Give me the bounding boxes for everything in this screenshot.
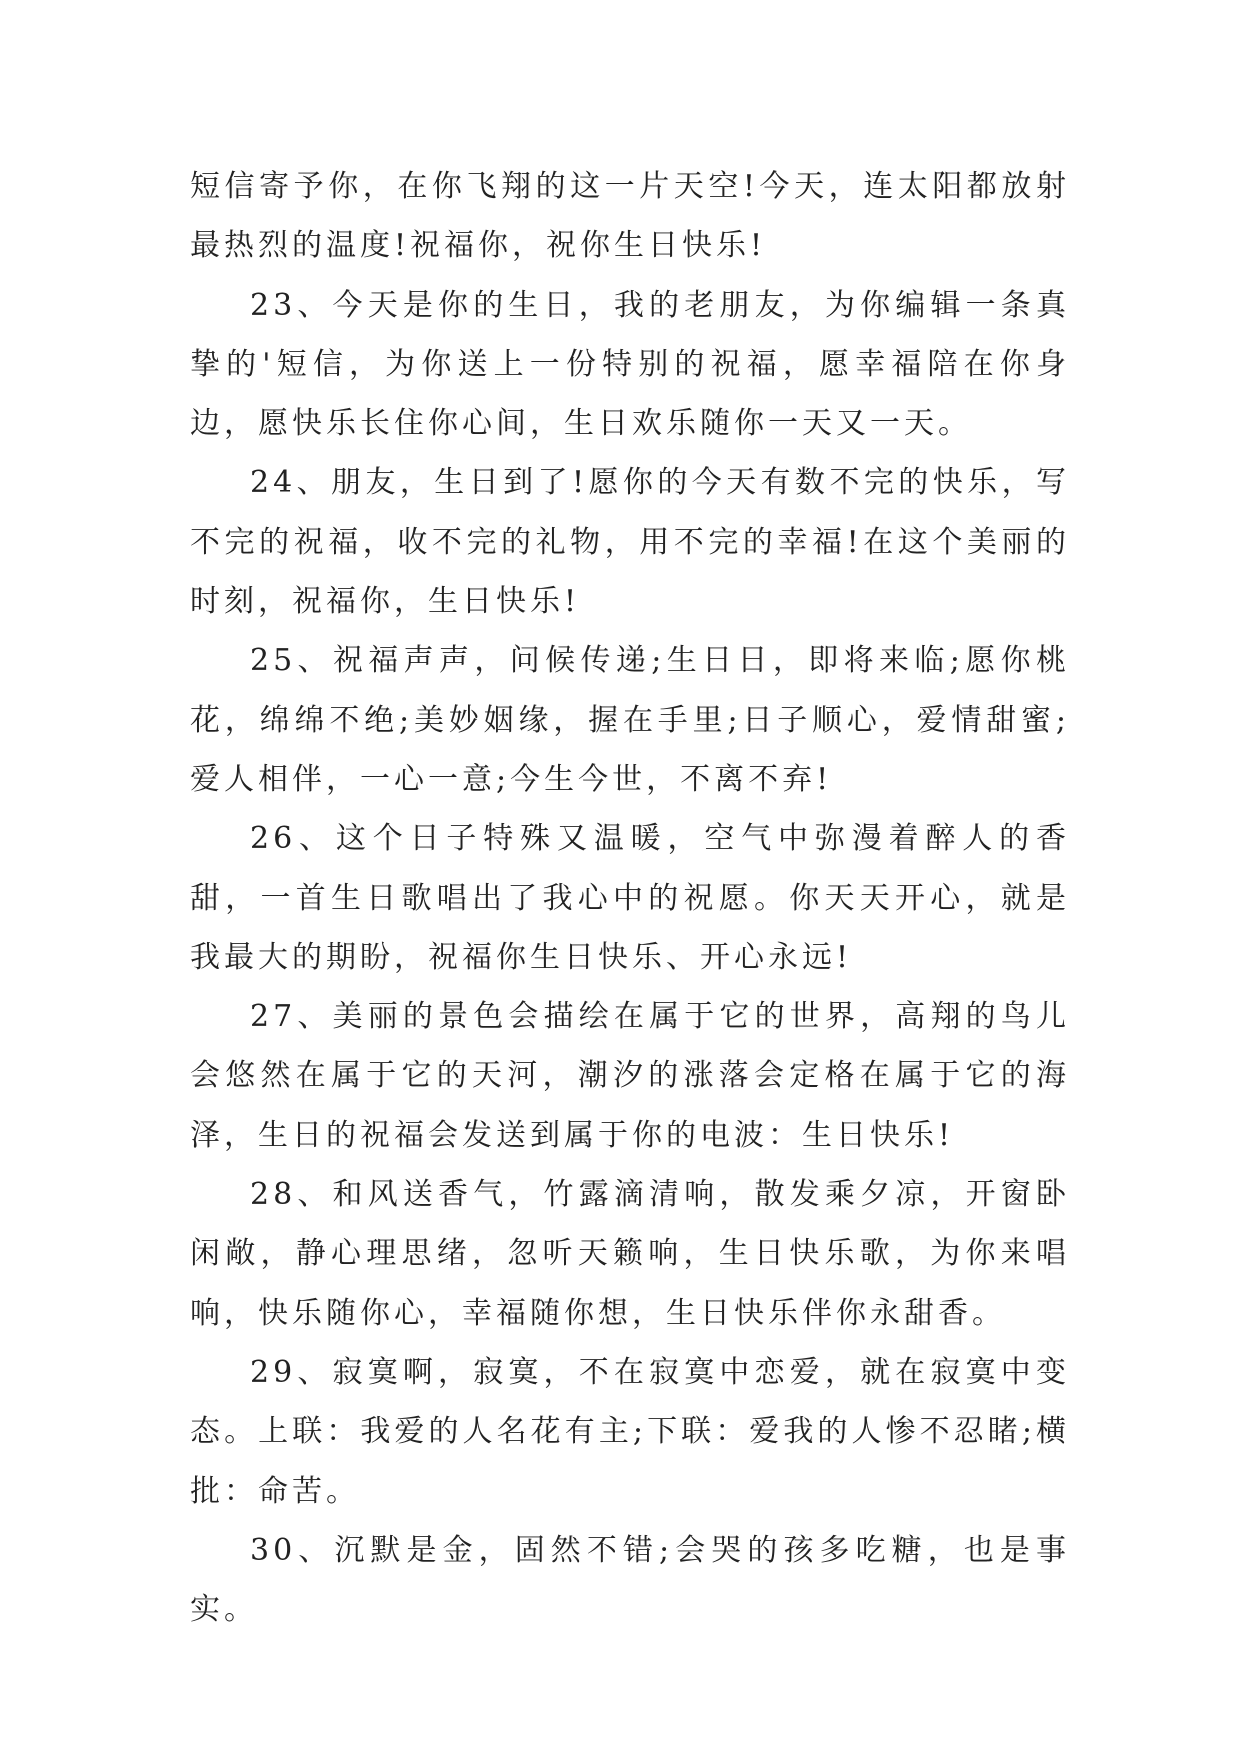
paragraph-23: 23、今天是你的生日，我的老朋友，为你编辑一条真挚的'短信，为你送上一份特别的祝福，愿幸福陪在你身边，愿快乐长住你心间，生日欢乐随你一天又一天。 xyxy=(190,287,1070,442)
paragraph-continued: 短信寄予你，在你飞翔的这一片天空!今天，连太阳都放射最热烈的温度!祝福你，祝你生日快乐! xyxy=(190,169,1070,264)
paragraph-24: 24、朋友，生日到了!愿你的今天有数不完的快乐，写不完的祝福，收不完的礼物，用不完的幸福!在这个美丽的时刻，祝福你，生日快乐! xyxy=(190,465,1070,620)
paragraph-29: 29、寂寞啊，寂寞，不在寂寞中恋爱，就在寂寞中变态。上联：我爱的人名花有主;下联：爱我的人惨不忍睹;横批：命苦。 xyxy=(190,1354,1070,1509)
paragraph-30: 30、沉默是金，固然不错;会哭的孩多吃糖，也是事实。 xyxy=(190,1532,1070,1628)
paragraph-28: 28、和风送香气，竹露滴清响，散发乘夕凉，开窗卧闲敞，静心理思绪，忽听天籁响，生日快乐歌，为你来唱响，快乐随你心，幸福随你想，生日快乐伴你永甜香。 xyxy=(190,1177,1070,1331)
paragraph-27: 27、美丽的景色会描绘在属于它的世界，高翔的鸟儿会悠然在属于它的天河，潮汐的涨落会定格在属于它的海泽，生日的祝福会发送到属于你的电波：生日快乐! xyxy=(190,999,1070,1153)
document-page xyxy=(190,157,1070,1639)
paragraph-25: 25、祝福声声，问候传递;生日日，即将来临;愿你桃花，绵绵不绝;美妙姻缘，握在手里;日子顺心，爱情甜蜜;爱人相伴，一心一意;今生今世，不离不弃! xyxy=(190,643,1070,797)
paragraph-26: 26、这个日子特殊又温暖，空气中弥漫着醉人的香甜，一首生日歌唱出了我心中的祝愿。你天天开心，就是我最大的期盼，祝福你生日快乐、开心永远! xyxy=(190,821,1070,975)
